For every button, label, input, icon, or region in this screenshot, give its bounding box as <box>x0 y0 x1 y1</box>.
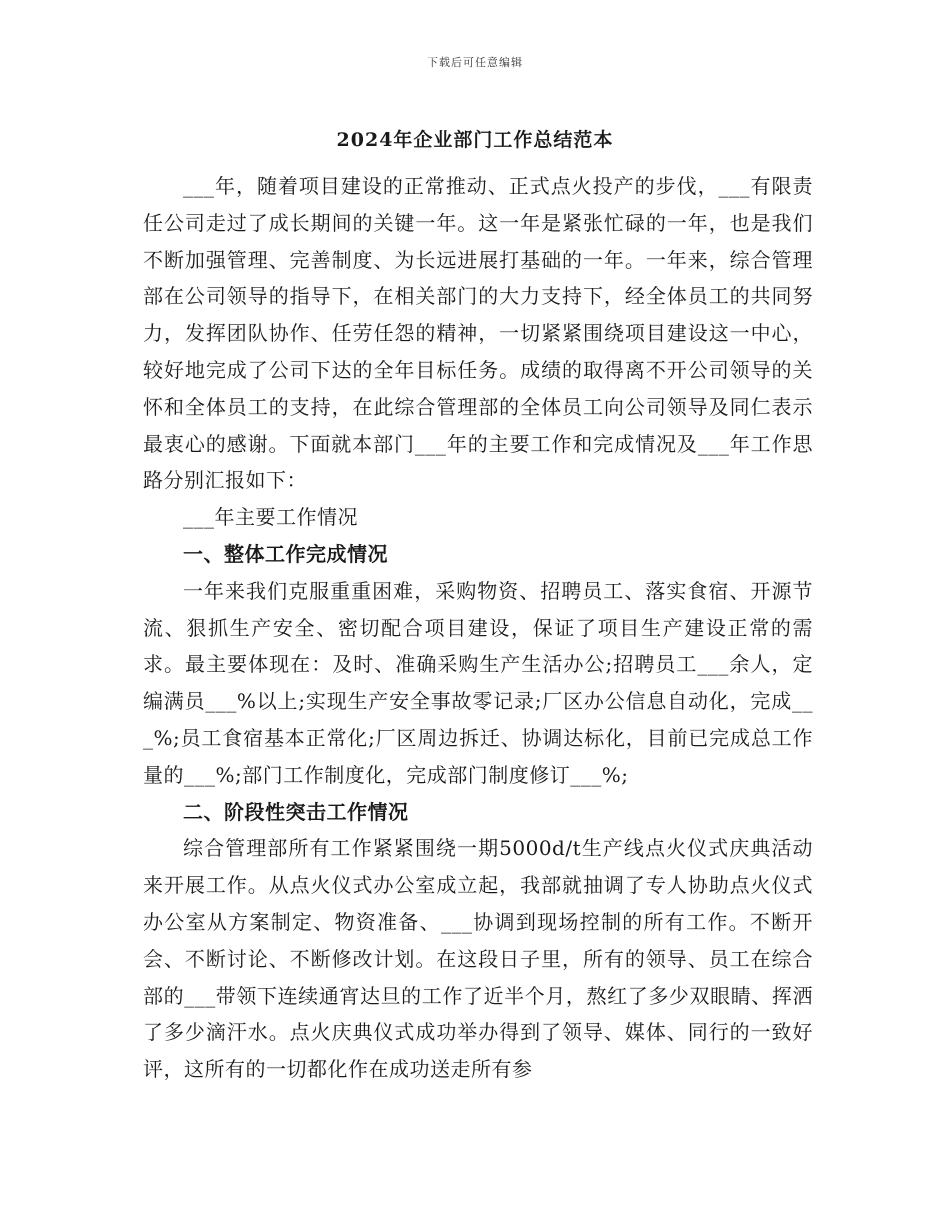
section-2-heading: 二、阶段性突击工作情况 <box>183 799 409 824</box>
intro-paragraph: ___年，随着项目建设的正常推动、正式点火投产的步伐，___有限责任公司走过了成长期间的关键一年。这一年是紧张忙碌的一年，也是我们不断加强管理、完善制度、为长远进展打基础的一年。一年来，综合管理部在公司领导的指导下，在相关部门的大力支持下，经全体员工的共同努力，发挥团队协作、任劳任怨的精神，一切紧紧围绕项目建设这一中心，较好地完成了公司下达的全年目标任务。成绩的取得离不开公司领导的关怀和全体员工的支持，在此综合管理部的全体员工向公司领导及同仁表示最衷心的感谢。下面就本部门___年的主要工作和完成情况及___年工作思路分别汇报如下： <box>143 174 813 493</box>
main-work-line: ___年主要工作情况 <box>183 505 358 530</box>
document-title: 2024年企业部门工作总结范本 <box>336 129 614 151</box>
header-note: 下载后可任意编辑 <box>427 56 523 69</box>
document-body <box>143 168 813 1088</box>
section-2-paragraph: 综合管理部所有工作紧紧围绕一期5000d/t生产线点火仪式庆典活动来开展工作。从点火仪式办公室成立起，我部就抽调了专人协助点火仪式办公室从方案制定、物资准备、___协调到现场控制的所有工作。不断开会、不断讨论、不断修改计划。在这段日子里，所有的领导、员工在综合部的___带领下连续通宵达旦的工作了近半个月，熬红了多少双眼睛、挥洒了多少滴汗水。点火庆典仪式成功举办得到了领导、媒体、同行的一致好评，这所有的一切都化作在成功送走所有参 <box>143 836 813 1082</box>
section-1-paragraph: 一年来我们克服重重困难，采购物资、招聘员工、落实食宿、开源节流、狠抓生产安全、密切配合项目建设，保证了项目生产建设正常的需求。最主要体现在：及时、准确采购生产生活办公;招聘员工___余人，定编满员___%以上;实现生产安全事故零记录;厂区办公信息自动化，完成___%;员工食宿基本正常化;厂区周边拆迁、协调达标化，目前已完成总工作量的___%;部门工作制度化，完成部门制度修订___%; <box>143 578 813 787</box>
section-1-heading: 一、整体工作完成情况 <box>183 541 388 566</box>
